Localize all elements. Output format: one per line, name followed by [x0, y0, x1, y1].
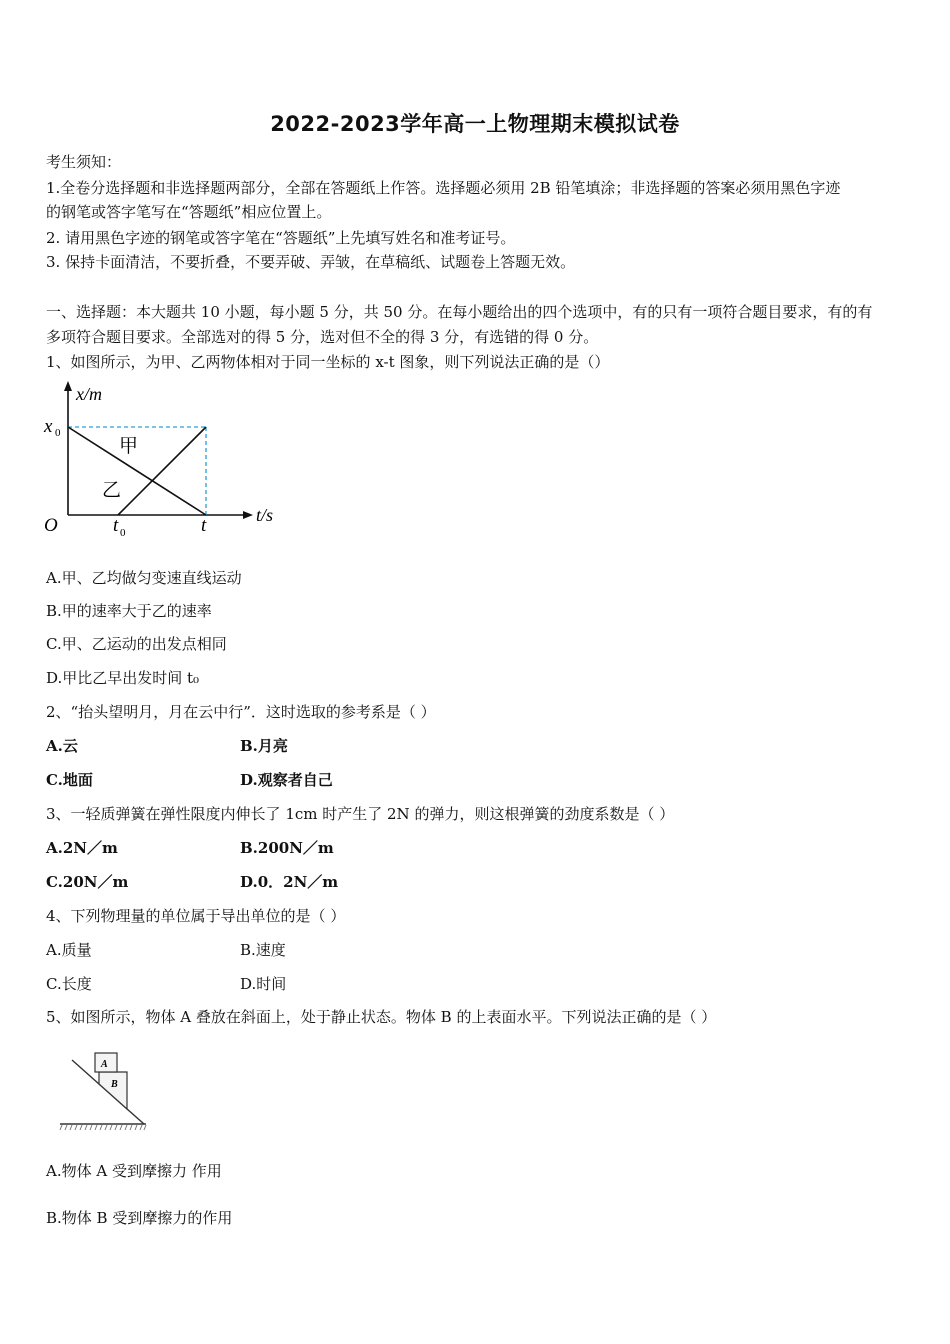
q4-option-b: B.速度 [240, 941, 286, 959]
q1-option-a: A.甲、乙均做匀变速直线运动 [46, 569, 242, 587]
block-b [99, 1072, 127, 1109]
q5-stem: 5、如图所示，物体 A 叠放在斜面上，处于静止状态。物体 B 的上表面水平。下列说法正确的是（ ） [46, 1008, 717, 1026]
t0-label: t [113, 515, 119, 536]
q4-option-a: A.质量 [46, 941, 92, 959]
q3-option-c: C.20N／m [46, 873, 129, 891]
x-axis-arrow [243, 511, 253, 519]
q5-incline-figure [58, 1048, 154, 1138]
x0-subscript: 0 [55, 427, 61, 439]
q2-option-a: A.云 [46, 737, 78, 755]
q3-option-b: B.200N／m [240, 839, 334, 857]
origin-label: O [44, 515, 58, 536]
q1-xt-graph [40, 378, 290, 548]
y-axis-arrow [64, 381, 72, 391]
q2-option-c: C.地面 [46, 771, 93, 789]
q3-option-d: D.0．2N／m [240, 873, 339, 891]
ground-hatching [60, 1125, 146, 1130]
yi-label: 乙 [102, 479, 122, 501]
q1-option-b: B.甲的速率大于乙的速率 [46, 602, 212, 620]
notice-heading: 考生须知： [46, 153, 122, 171]
notice-line-1b: 的钢笔或答字笔写在“答题纸”相应位置上。 [46, 203, 332, 221]
q1-stem: 1、如图所示，为甲、乙两物体相对于同一坐标的 x-t 图象，则下列说法正确的是（） [46, 353, 610, 371]
notice-line-3: 3. 保持卡面清洁，不要折叠，不要弄破、弄皱，在草稿纸、试题卷上答题无效。 [46, 253, 576, 271]
block-a-label: A [101, 1059, 108, 1070]
q1-option-d: D.甲比乙早出发时间 t₀ [46, 669, 200, 687]
q3-option-a: A.2N／m [46, 839, 118, 857]
notice-line-2: 2. 请用黑色字迹的钢笔或答字笔在“答题纸”上先填写姓名和准考证号。 [46, 229, 516, 247]
q1-option-c: C.甲、乙运动的出发点相同 [46, 635, 227, 653]
notice-line-1: 1.全卷分选择题和非选择题两部分，全部在答题纸上作答。选择题必须用 2B 铅笔填涂；非选择题的答案必须用黑色字迹 [46, 179, 841, 197]
t-label: t [201, 515, 207, 536]
block-b-label: B [111, 1079, 118, 1090]
exam-title: 2022-2023学年高一上物理期末模拟试卷 [270, 112, 680, 136]
x0-label: x [44, 416, 53, 437]
t0-subscript: 0 [120, 527, 126, 539]
section-instructions-1: 一、选择题：本大题共 10 小题，每小题 5 分，共 50 分。在每小题给出的四个选项中，有的只有一项符合题目要求，有的有 [46, 303, 873, 321]
q4-option-d: D.时间 [240, 975, 287, 993]
q3-stem: 3、一轻质弹簧在弹性限度内伸长了 1cm 时产生了 2N 的弹力，则这根弹簧的劲度系数是（ ） [46, 805, 675, 823]
q5-option-a: A.物体 A 受到摩擦力 作用 [46, 1162, 222, 1180]
q4-option-c: C.长度 [46, 975, 92, 993]
q2-option-d: D.观察者自己 [240, 771, 333, 789]
q2-option-b: B.月亮 [240, 737, 288, 755]
q5-option-b: B.物体 B 受到摩擦力的作用 [46, 1209, 233, 1227]
q2-stem: 2、“抬头望明月，月在云中行”．这时选取的参考系是（ ） [46, 703, 436, 721]
jia-label: 甲 [119, 435, 139, 457]
y-axis-label: x/m [76, 384, 102, 404]
x-axis-label: t/s [256, 505, 274, 525]
section-instructions-2: 多项符合题目要求。全部选对的得 5 分，选对但不全的得 3 分，有选错的得 0 分。 [46, 328, 599, 346]
q4-stem: 4、下列物理量的单位属于导出单位的是（ ） [46, 907, 346, 925]
